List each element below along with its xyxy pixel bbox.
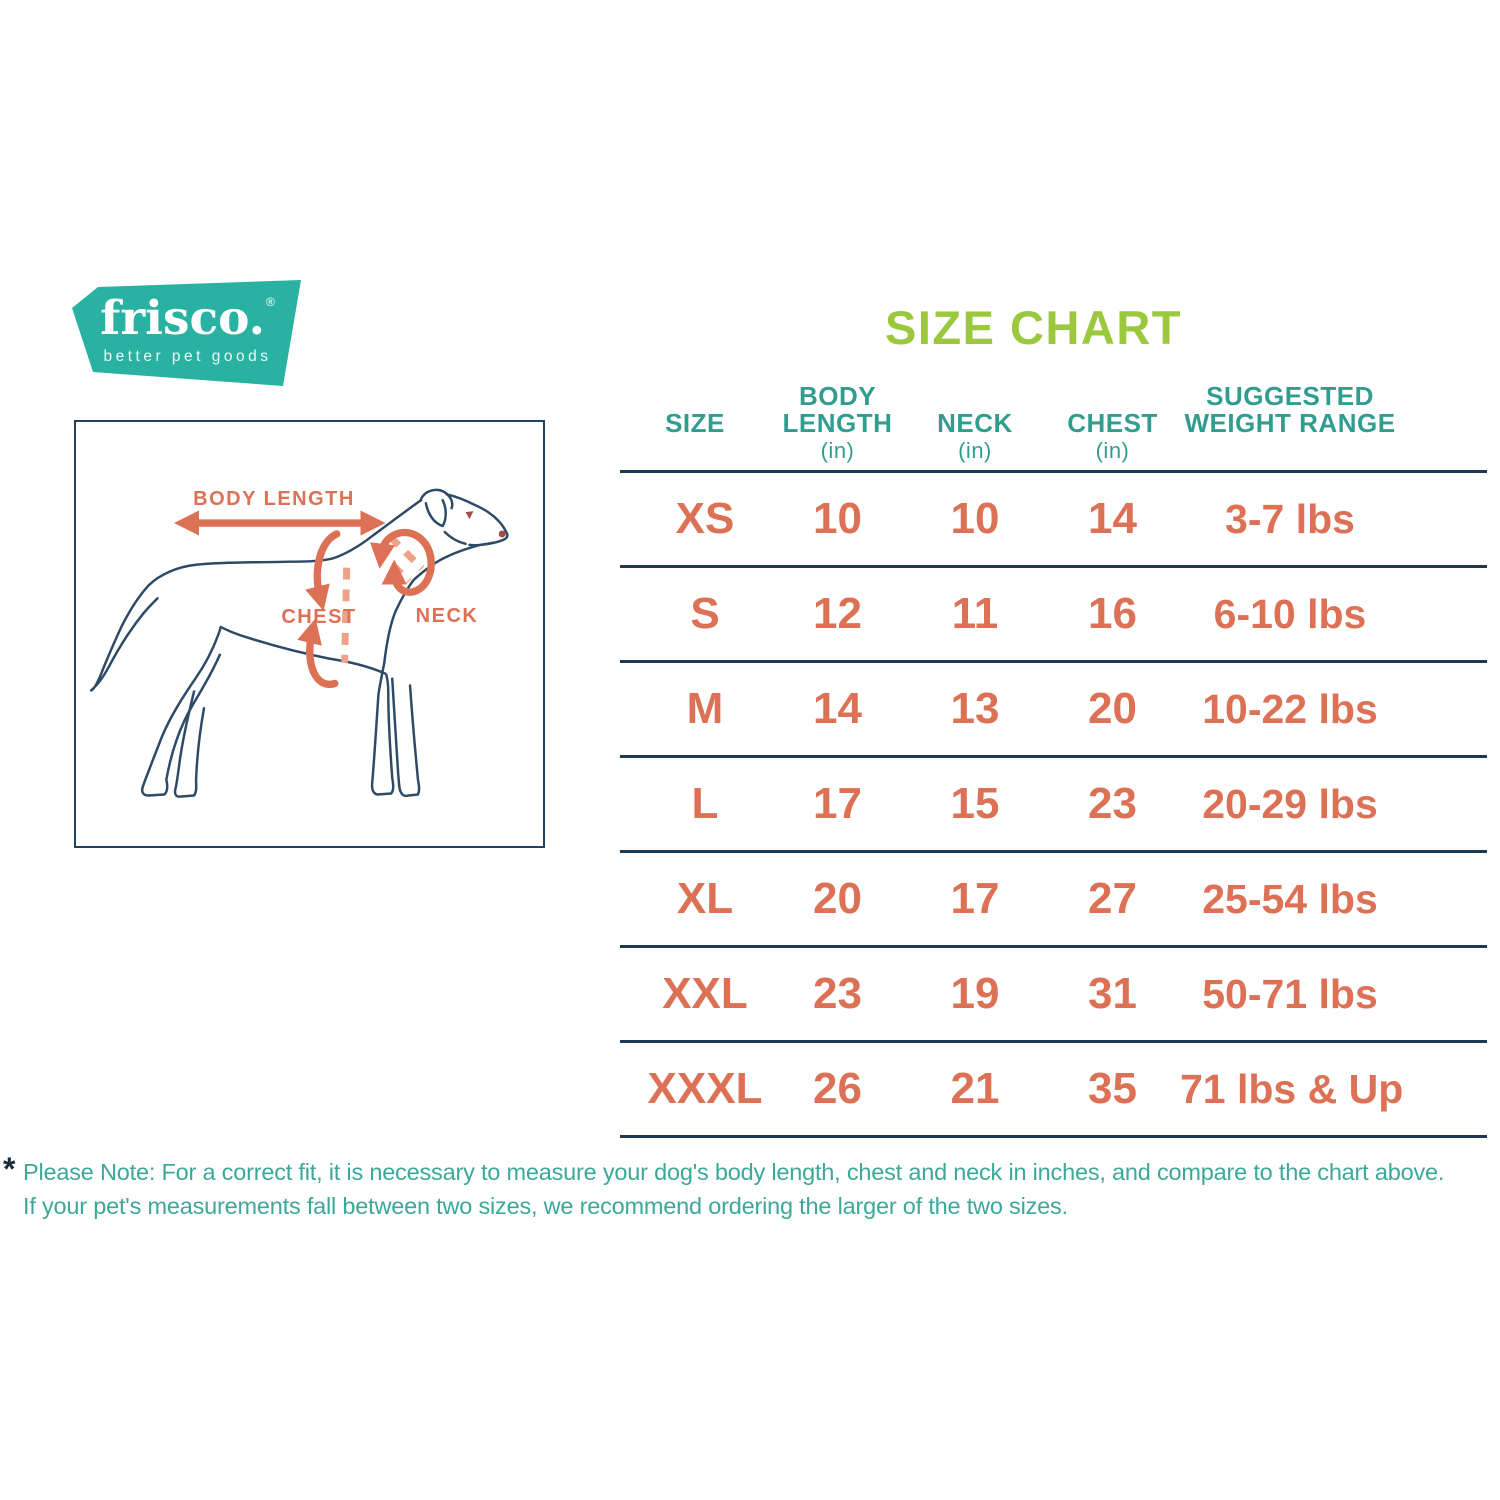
chest-value: 20 [1088,684,1137,733]
logo-brand-text [70,291,305,346]
header-weight-range: SUGGESTED WEIGHT RANGE [1184,381,1396,438]
chest-value: 23 [1088,779,1137,828]
chest-label: CHEST [281,606,357,628]
table-bottom-rule [620,1135,1487,1138]
neck-value: 13 [950,684,1000,733]
measure-arrows [189,523,431,684]
note-line-2: If your pet's measurements fall between two sizes, we recommend ordering the larger of the two sizes. [23,1192,1068,1219]
weight-value: 10-22 lbs [1202,685,1378,732]
size-value: L [691,779,719,828]
measurement-diagram [74,420,545,848]
neck-value: 15 [950,779,1000,828]
page-title: SIZE CHART [885,301,1182,354]
note-line-1: Please Note: For a correct fit, it is necessary to measure your dog's body length, chest and neck in inches, and compare to the chart above. [23,1159,1445,1185]
size-table [620,383,1487,1138]
size-value: XS [675,494,735,543]
table-row [620,850,1487,945]
chest-value: 31 [1088,969,1137,1018]
header-body-length: BODY LENGTH (in) [782,381,893,463]
table-row [620,470,1487,565]
dog-nose [499,530,506,537]
chest-value: 35 [1088,1064,1137,1113]
registered-mark: ® [265,295,275,309]
table-header-row [620,383,1487,470]
chest-value: 14 [1088,494,1137,543]
dog-illustration [76,422,543,846]
weight-value: 25-54 lbs [1202,875,1378,922]
body-length-value: 20 [813,874,862,923]
dog-eye [466,511,474,519]
body-length-value: 14 [813,684,862,733]
table-row [620,660,1487,755]
weight-value: 50-71 lbs [1202,970,1378,1017]
body-length-label: BODY LENGTH [193,488,355,510]
size-value: M [686,684,724,733]
table-row [620,565,1487,660]
note-asterisk: * [3,1151,16,1187]
chest-value: 27 [1088,874,1137,923]
size-value: XXXL [647,1064,763,1113]
chest-arrow-upper [317,534,336,596]
logo-wordmark: frisco. [100,291,265,346]
neck-value: 19 [950,969,1000,1018]
neck-value: 11 [951,589,999,638]
size-value: XL [676,874,734,923]
dog-outline [91,490,507,797]
footer-note [0,1151,1500,1223]
header-neck: NECK (in) [937,408,1013,463]
neck-value: 21 [950,1064,1000,1113]
frisco-logo [70,275,305,390]
neck-label: NECK [415,605,479,627]
logo-tagline: better pet goods [103,348,272,365]
neck-value: 17 [950,874,1000,923]
size-value: XXL [662,969,748,1018]
chest-value: 16 [1088,589,1137,638]
weight-value: 3-7 lbs [1225,495,1355,542]
body-length-value: 12 [813,589,862,638]
body-length-value: 26 [813,1064,862,1113]
weight-value: 71 lbs & Up [1180,1065,1404,1112]
neck-value: 10 [950,494,1000,543]
table-row [620,755,1487,850]
body-length-value: 10 [813,494,862,543]
table-row [620,945,1487,1040]
header-chest: CHEST (in) [1067,408,1158,463]
size-value: S [690,589,720,638]
weight-value: 6-10 lbs [1213,590,1367,637]
body-length-value: 17 [813,779,862,828]
body-length-value: 23 [813,969,862,1018]
table-row [620,1040,1487,1135]
header-size: SIZE [665,408,725,438]
weight-value: 20-29 lbs [1202,780,1378,827]
